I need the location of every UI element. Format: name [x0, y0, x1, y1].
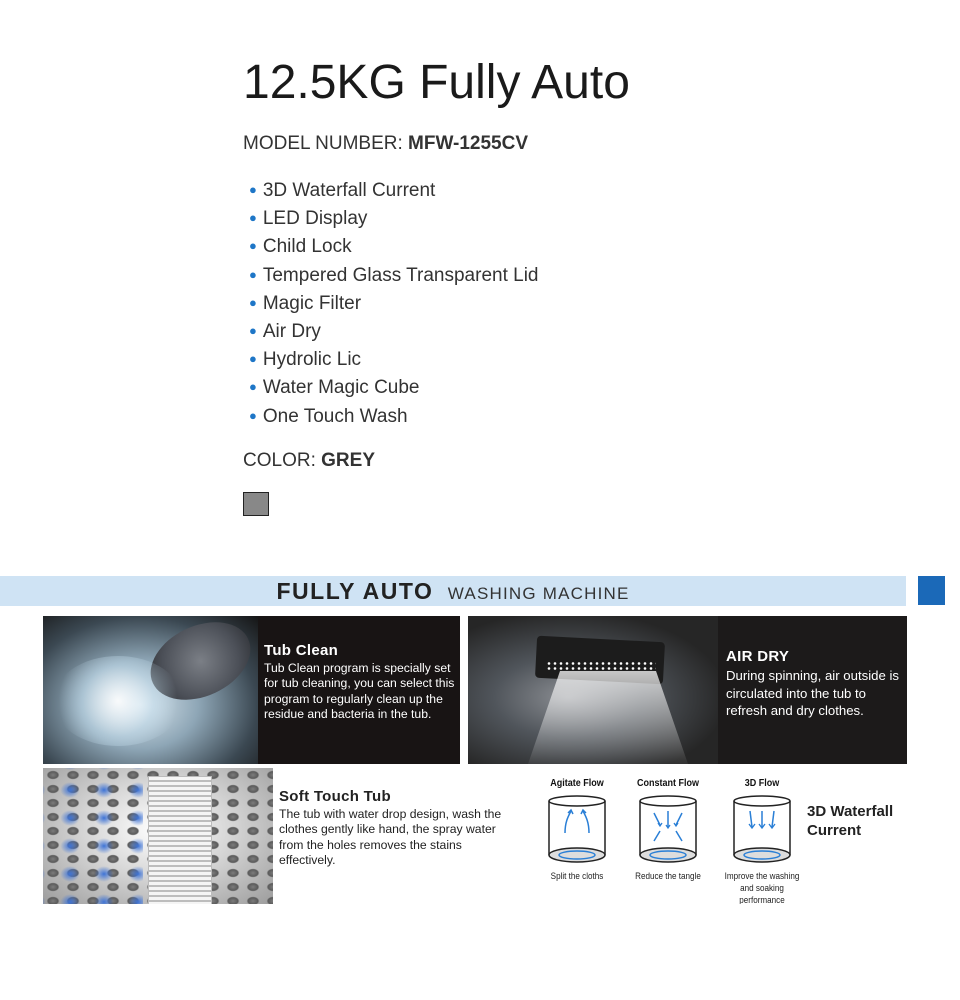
feature-item — [249, 262, 539, 290]
3d-flow-label: 3D Flow — [744, 778, 780, 789]
tub-clean-title: Tub Clean — [264, 642, 339, 659]
air-stream-graphic — [528, 671, 688, 764]
agitate-flow-caption: Split the cloths — [550, 871, 604, 881]
constant-flow-icon — [636, 793, 700, 867]
soft-touch-title: Soft Touch Tub — [279, 788, 391, 805]
3d-flow-diagram — [718, 778, 806, 904]
banner-title-bold: FULLY AUTO — [276, 578, 434, 604]
waterfall-panel — [530, 768, 930, 904]
bullet-icon: ● — [249, 238, 257, 254]
bullet-icon: ● — [249, 322, 257, 338]
bullet-icon: ● — [249, 266, 257, 282]
air-dry-title: AIR DRY — [726, 648, 790, 665]
feature-item — [249, 318, 539, 346]
agitate-flow-icon — [545, 793, 609, 867]
feature-label: Air Dry — [262, 320, 321, 342]
soft-touch-image — [43, 768, 273, 904]
feature-item — [249, 205, 539, 233]
soft-touch-text — [279, 788, 509, 868]
blue-drop-pattern — [43, 768, 143, 904]
model-value: MFW-1255CV — [408, 133, 529, 154]
feature-label: One Touch Wash — [262, 405, 408, 427]
color-info — [243, 450, 375, 472]
vent-holes-graphic — [546, 661, 656, 671]
color-label: COLOR: — [243, 450, 316, 471]
feature-label: Child Lock — [262, 236, 352, 258]
3d-flow-icon — [730, 793, 794, 867]
constant-flow-caption: Reduce the tangle — [635, 871, 701, 881]
bullet-icon: ● — [249, 379, 257, 395]
feature-item — [249, 374, 539, 402]
product-title: 12.5KG Fully Auto — [243, 56, 630, 109]
feature-label: Water Magic Cube — [262, 377, 420, 399]
feature-label: Tempered Glass Transparent Lid — [262, 264, 539, 286]
constant-flow-label: Constant Flow — [636, 778, 699, 789]
color-swatch-grey[interactable] — [243, 492, 269, 516]
pulsator-graphic — [148, 776, 212, 904]
soft-touch-description: The tub with water drop design, wash the clothes gently like hand, the spray water from the holes removes the stains effectively. — [279, 807, 502, 867]
air-dry-text — [726, 648, 906, 720]
bullet-icon: ● — [249, 407, 257, 423]
feature-item — [249, 403, 539, 431]
model-number — [243, 133, 528, 155]
air-dry-panel — [468, 616, 907, 764]
agitate-flow-diagram — [533, 778, 621, 882]
waterfall-title: 3D Waterfall Current — [807, 803, 894, 839]
feature-label: Hydrolic Lic — [262, 349, 362, 371]
color-value: GREY — [321, 450, 375, 471]
agitate-flow-label: Agitate Flow — [550, 778, 604, 789]
soft-touch-panel — [43, 768, 523, 904]
feature-item — [249, 233, 539, 261]
banner-title-light: WASHING MACHINE — [447, 584, 630, 603]
bullet-icon: ● — [249, 294, 257, 310]
feature-label: 3D Waterfall Current — [262, 180, 436, 201]
feature-label: Magic Filter — [262, 292, 362, 314]
feature-label: LED Display — [262, 208, 368, 230]
feature-item — [249, 290, 539, 318]
bullet-icon: ● — [249, 351, 257, 367]
tub-clean-description: Tub Clean program is specially set for tub cleaning, you can select this program to regularly clean up the residue and bacteria in the tub. — [264, 661, 455, 721]
bullet-icon: ● — [249, 182, 257, 197]
constant-flow-diagram — [624, 778, 712, 882]
tub-clean-image — [43, 616, 258, 764]
tub-clean-text — [264, 642, 459, 722]
water-splash-graphic — [53, 656, 183, 746]
tub-clean-panel — [43, 616, 460, 764]
3d-flow-caption: Improve the washing and soaking performance — [724, 871, 800, 904]
banner-accent-square — [918, 576, 945, 605]
feature-banner — [0, 576, 906, 606]
feature-list — [249, 177, 539, 431]
air-dry-description: During spinning, air outside is circulated into the tub to refresh and dry clothes. — [726, 668, 899, 718]
feature-item — [249, 177, 539, 205]
air-dry-image — [468, 616, 718, 764]
feature-item — [249, 346, 539, 374]
model-label: MODEL NUMBER: — [243, 133, 403, 154]
bullet-icon: ● — [249, 210, 257, 226]
